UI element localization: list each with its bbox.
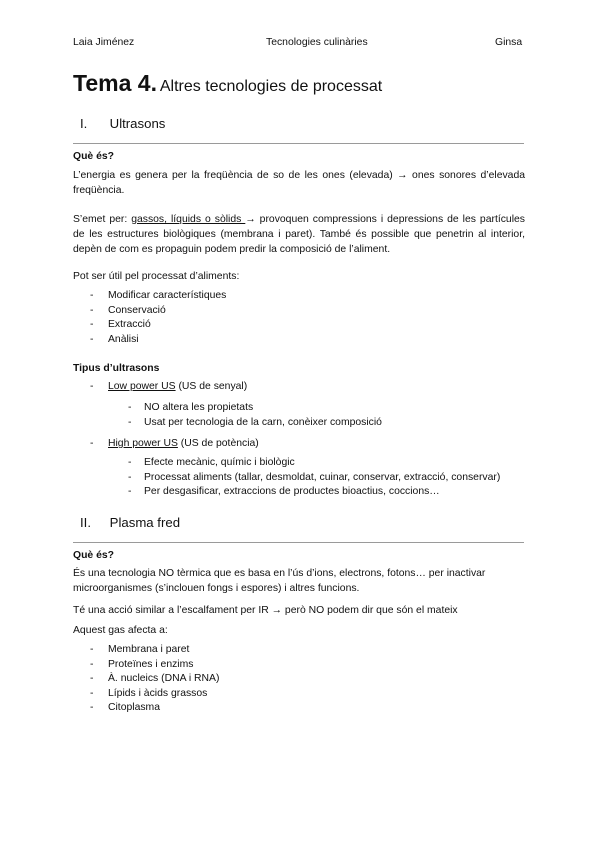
section-divider <box>73 542 524 543</box>
list-item: - Processat aliments (tallar, desmoldat, cuinar, conservar, extracció, conservar) <box>128 471 501 483</box>
header-author: Laia Jiménez <box>73 37 135 48</box>
list-item: - Anàlisi <box>90 333 139 345</box>
emit-prefix: S’emet per: <box>73 214 132 225</box>
title-prefix: Tema 4 <box>73 70 151 96</box>
title-dot: . <box>150 70 157 96</box>
list-item: - Proteïnes i enzims <box>90 658 194 670</box>
title-subtitle: Altres tecnologies de processat <box>159 78 383 95</box>
emit-paragraph <box>73 212 525 258</box>
list-item: - Conservació <box>90 304 166 316</box>
types-heading: Tipus d’ultrasons <box>73 363 160 374</box>
what-text: L’energia es genera per la freqüència de so de les ones (elevada) → ones sonores d’elevada freqüència. <box>73 170 525 197</box>
section-number: II. <box>80 515 91 530</box>
list-item: - Extracció <box>90 319 151 331</box>
page-title <box>73 70 382 97</box>
what-heading: Què és? <box>73 151 114 162</box>
section-divider <box>73 143 524 144</box>
list-item: - Efecte mecànic, químic i biològic <box>128 457 295 468</box>
similar-text: Té una acció similar a l’escalfament per IR → però NO podem dir que són el mateix <box>73 605 458 616</box>
section-name: Ultrasons <box>109 116 166 131</box>
list-item: - High power US (US de potència) <box>90 438 259 449</box>
what-heading: Què és? <box>73 550 114 561</box>
list-item: - NO altera les propietats <box>128 402 254 413</box>
type-high-power <box>90 437 259 452</box>
emit-media: gassos, líquids o sòlids <box>131 214 246 225</box>
section-heading-plasma-fred <box>80 515 180 530</box>
header-group: Ginsa <box>495 37 523 48</box>
section-name: Plasma fred <box>109 515 181 530</box>
uses-list <box>90 289 226 347</box>
list-item: - À. nucleics (DNA i RNA) <box>90 673 220 685</box>
emit-rest: → provoquen compressions i depressions de les partícules de les estructures biològiques (membrana i paret). També és possible que penetrin al interior, depèn de com es propaguin podem predir la composició de l’aliment. <box>73 214 525 256</box>
header-course: Tecnologies culinàries <box>266 37 368 48</box>
uses-intro: Pot ser útil pel processat d’aliments: <box>73 271 240 282</box>
list-item: - Usat per tecnologia de la carn, conèixer composició <box>128 416 382 428</box>
list-item: - Modificar característiques <box>90 290 227 301</box>
list-item: - Low power US (US de senyal) <box>90 381 248 392</box>
high-power-items <box>128 456 500 500</box>
list-item: - Membrana i paret <box>90 644 190 655</box>
affects-list <box>90 643 219 716</box>
type-name: High power US <box>108 438 178 449</box>
low-power-items <box>128 401 382 430</box>
type-name: Low power US <box>108 381 176 392</box>
type-low-power <box>90 380 247 395</box>
list-item: - Lípids i àcids grassos <box>90 687 208 699</box>
what-text: És una tecnologia NO tèrmica que es basa en l’ús d’ions, electrons, fotons… per inactivar microorganismes (s’inclouen fongs i espores) i altres funcions. <box>73 568 486 595</box>
section-heading-ultrasons <box>80 116 165 131</box>
section-number: I. <box>80 116 88 131</box>
affects-intro: Aquest gas afecta a: <box>73 625 168 636</box>
list-item: - Citoplasma <box>90 702 160 714</box>
list-item: - Per desgasificar, extraccions de productes bioactius, coccions… <box>128 486 440 498</box>
